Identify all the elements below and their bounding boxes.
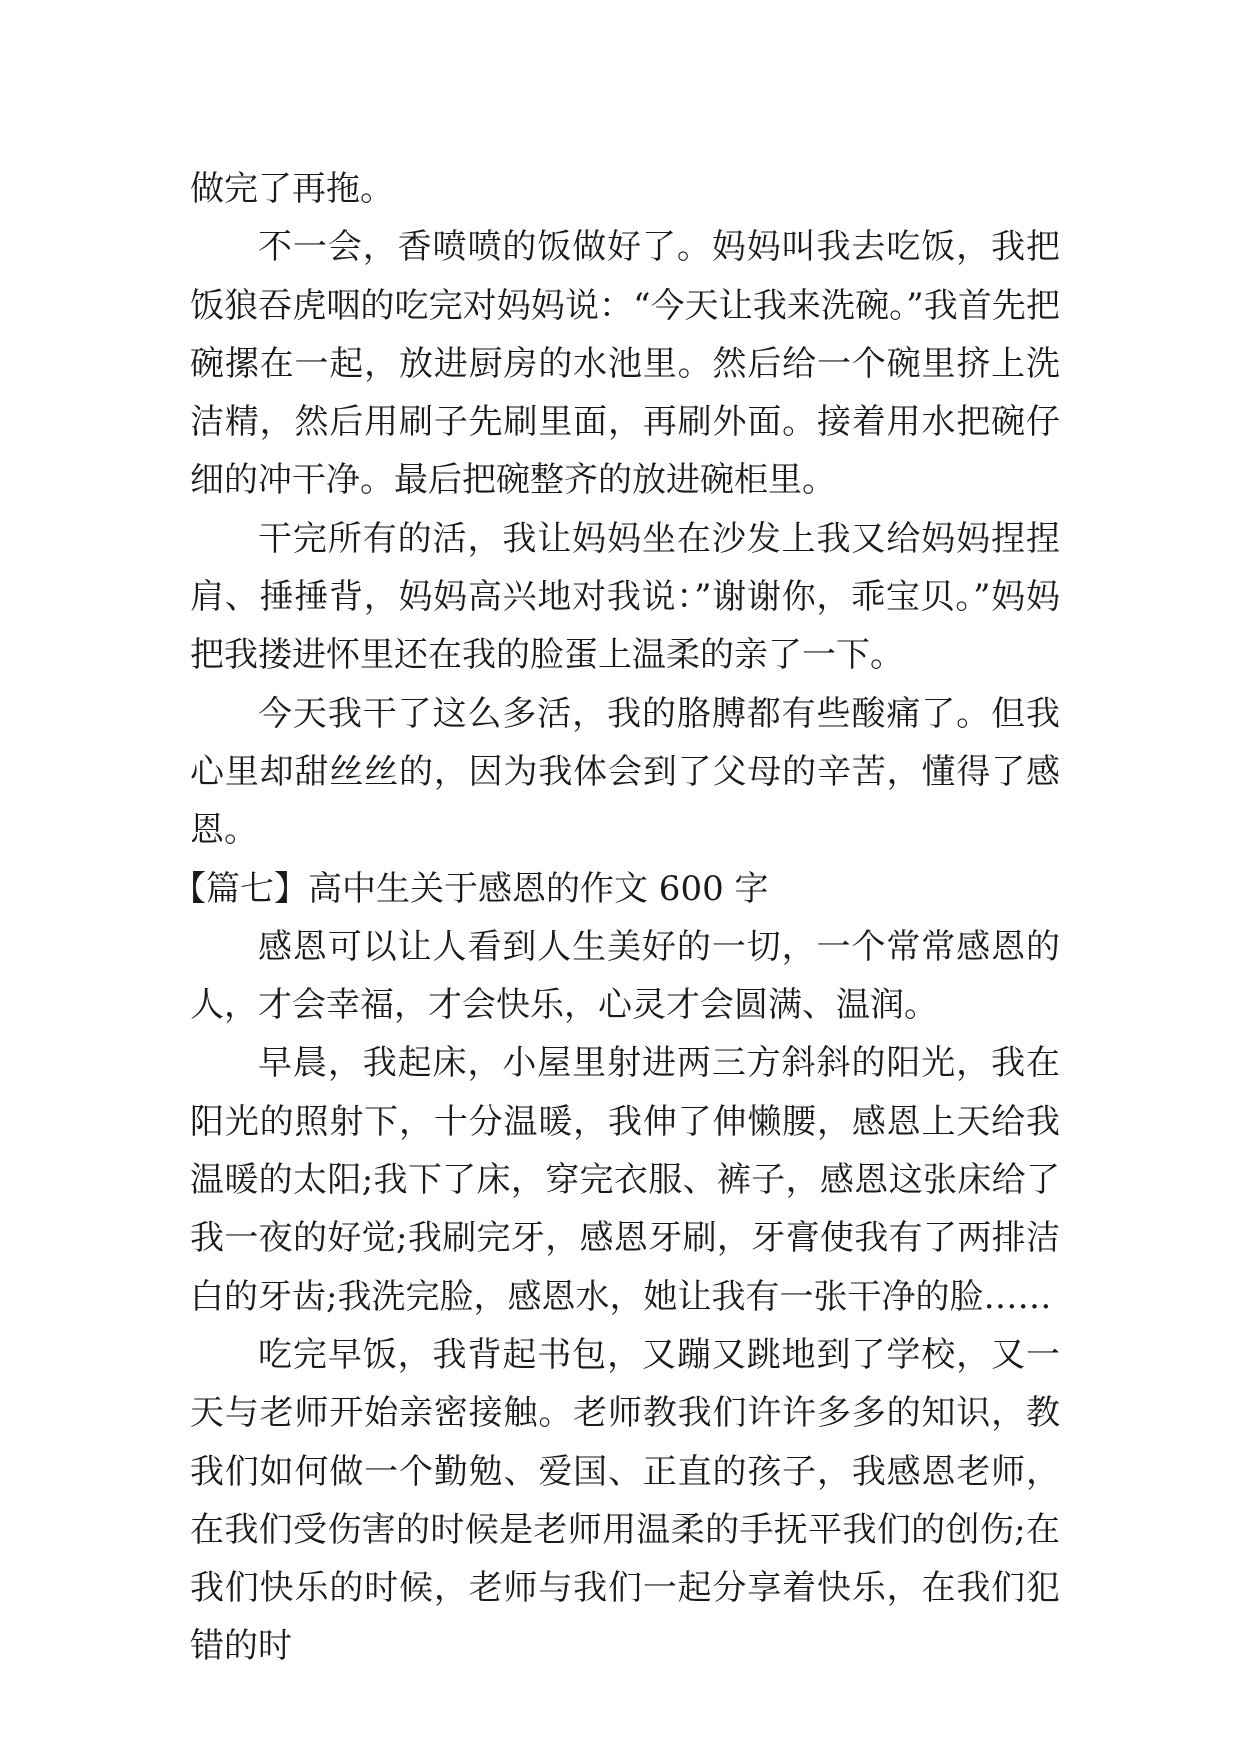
paragraph: 早晨，我起床，小屋里射进两三方斜斜的阳光，我在阳光的照射下，十分温暖，我伸了伸懒腰，感恩上天给我温暖的太阳;我下了床，穿完衣服、裤子，感恩这张床给了我一夜的好觉;我刷完牙，感恩牙刷，牙膏使我有了两排洁白的牙齿;我洗完脸，感恩水，她让我有一张干净的脸……	[190, 1043, 1061, 1317]
paragraph: 感恩可以让人看到人生美好的一切，一个常常感恩的人，才会幸福，才会快乐，心灵才会圆满、温润。	[190, 926, 1060, 1026]
document-body	[172, 160, 1061, 1676]
paragraph: 不一会，香喷喷的饭做好了。妈妈叫我去吃饭，我把饭狼吞虎咽的吃完对妈妈说：“今天让我来洗碗。”我首先把碗摞在一起，放进厨房的水池里。然后给一个碗里挤上洗洁精，然后用刷子先刷里面，再刷外面。接着用水把碗仔细的冲干净。最后把碗整齐的放进碗柜里。	[190, 227, 1060, 501]
paragraph: 吃完早饭，我背起书包，又蹦又跳地到了学校，又一天与老师开始亲密接触。老师教我们许许多多的知识，教我们如何做一个勤勉、爱国、正直的孩子，我感恩老师，在我们受伤害的时候是老师用温柔的手抚平我们的创伤;在我们快乐的时候，老师与我们一起分享着快乐，在我们犯错的时	[190, 1334, 1060, 1667]
section-heading: 【篇七】高中生关于感恩的作文 600 字	[172, 868, 769, 909]
paragraph: 今天我干了这么多活，我的胳膊都有些酸痛了。但我心里却甜丝丝的，因为我体会到了父母的辛苦，懂得了感恩。	[190, 693, 1060, 851]
paragraph: 干完所有的活，我让妈妈坐在沙发上我又给妈妈捏捏肩、捶捶背，妈妈高兴地对我说：”谢谢你，乖宝贝。”妈妈把我搂进怀里还在我的脸蛋上温柔的亲了一下。	[190, 518, 1060, 676]
paragraph: 做完了再拖。	[190, 169, 394, 209]
